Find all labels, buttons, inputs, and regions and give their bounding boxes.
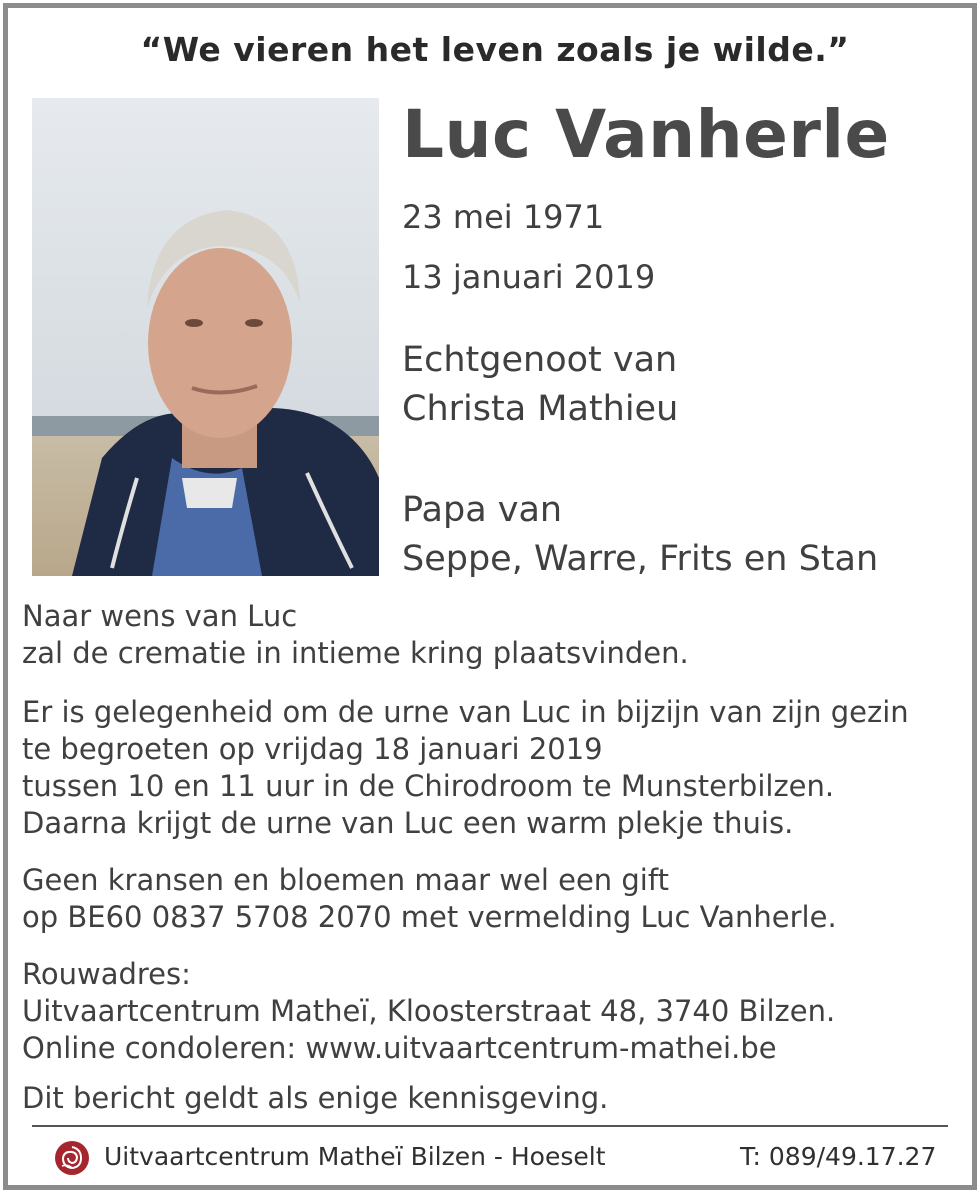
spouse-label: Echtgenoot van <box>402 340 678 380</box>
cremation-paragraph <box>22 598 689 672</box>
funeral-home-name: Uitvaartcentrum Matheï Bilzen - Hoeselt <box>104 1142 606 1171</box>
text-line: Naar wens van Luc <box>22 599 298 633</box>
deceased-name: Luc Vanherle <box>402 96 890 173</box>
text-line: te begroeten op vrijdag 18 januari 2019 <box>22 732 603 766</box>
text-line: zal de crematie in intieme kring plaatsvinden. <box>22 636 689 670</box>
children-block <box>402 486 878 584</box>
text-line: Daarna krijgt de urne van Luc een warm plekje thuis. <box>22 806 794 840</box>
birth-date: 23 mei 1971 <box>402 198 605 236</box>
text-line: Rouwadres: <box>22 957 191 991</box>
rose-logo-icon <box>54 1140 90 1176</box>
notice-paragraph <box>22 1080 608 1117</box>
children-label: Papa van <box>402 490 563 530</box>
text-line: Geen kransen en bloemen maar wel een gift <box>22 863 669 897</box>
children-names: Seppe, Warre, Frits en Stan <box>402 539 879 579</box>
footer-divider <box>32 1125 948 1127</box>
urn-visit-paragraph <box>22 694 909 842</box>
quote-heading: “We vieren het leven zoals je wilde.” <box>140 30 850 69</box>
spouse-block <box>402 336 678 434</box>
funeral-home-phone: T: 089/49.17.27 <box>740 1142 937 1171</box>
donation-paragraph <box>22 862 837 936</box>
spouse-name: Christa Mathieu <box>402 389 679 429</box>
text-line: Dit bericht geldt als enige kennisgeving. <box>22 1081 609 1115</box>
text-line: Er is gelegenheid om de urne van Luc in bijzijn van zijn gezin <box>22 695 909 729</box>
text-line: op BE60 0837 5708 2070 met vermelding Luc Vanherle. <box>22 900 837 934</box>
death-date: 13 januari 2019 <box>402 258 656 296</box>
portrait-photo <box>32 98 379 576</box>
condolence-address-paragraph <box>22 956 835 1067</box>
text-line: tussen 10 en 11 uur in de Chirodroom te Munsterbilzen. <box>22 769 835 803</box>
condolence-link[interactable]: Online condoleren: www.uitvaartcentrum-mathei.be <box>22 1031 777 1065</box>
text-line: Uitvaartcentrum Matheï, Kloosterstraat 48, 3740 Bilzen. <box>22 994 836 1028</box>
obituary-card <box>3 3 977 1190</box>
